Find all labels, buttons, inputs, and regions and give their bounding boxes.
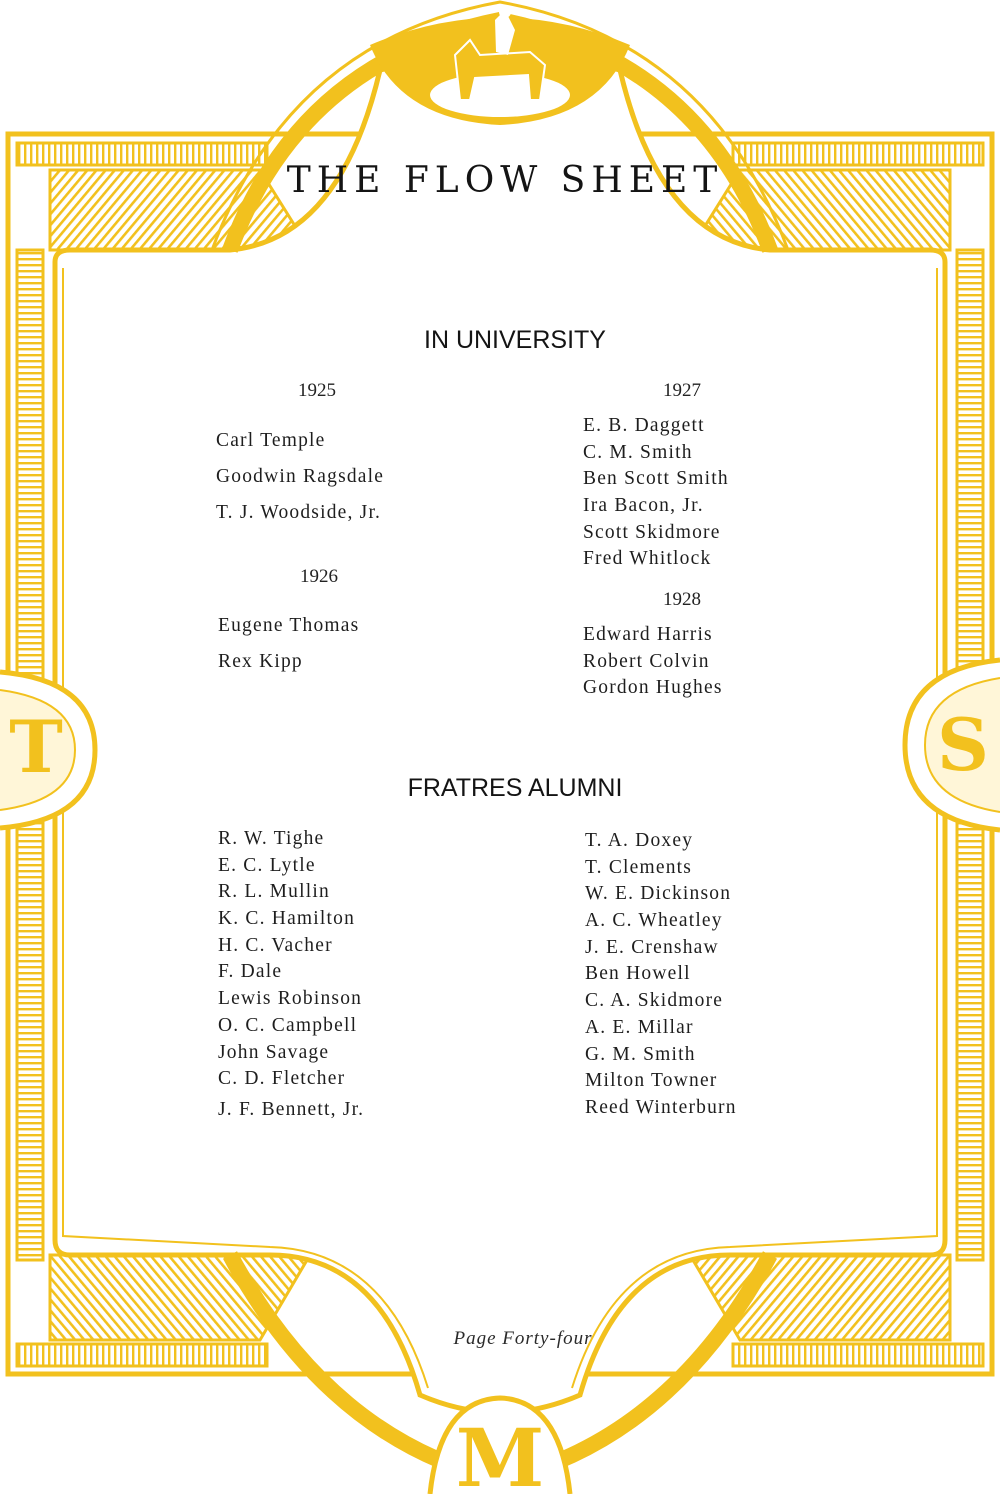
list-item: F. Dale (218, 961, 283, 983)
list-item: C. D. Fletcher (218, 1068, 346, 1090)
list-item: J. F. Bennett, Jr. (218, 1098, 365, 1120)
list-item: John Savage (218, 1041, 330, 1063)
class-1928-list (583, 622, 723, 702)
alumni-left-column (218, 826, 364, 1124)
list-item: A. E. Millar (585, 1016, 694, 1038)
list-item: E. B. Daggett (583, 415, 705, 436)
list-item: C. A. Skidmore (585, 990, 724, 1012)
svg-text:M: M (455, 1411, 545, 1494)
bottom-monogram (430, 1398, 570, 1494)
list-item: Milton Towner (585, 1070, 718, 1092)
list-item: Gordon Hughes (583, 677, 723, 699)
year-1926-label: 1926 (300, 566, 338, 587)
list-item: A. C. Wheatley (585, 910, 723, 932)
list-item: Ben Howell (585, 963, 691, 985)
list-item: T. J. Woodside, Jr. (216, 502, 382, 523)
list-item: R. L. Mullin (218, 881, 330, 903)
list-item: Scott Skidmore (583, 521, 721, 543)
year-1928-label: 1928 (663, 589, 701, 610)
year-1927-label: 1927 (663, 380, 701, 401)
fratres-alumni-heading: FRATRES ALUMNI (407, 774, 623, 802)
list-item: Lewis Robinson (218, 988, 363, 1010)
list-item: T. A. Doxey (585, 830, 694, 851)
list-item: G. M. Smith (585, 1043, 696, 1065)
list-item: K. C. Hamilton (218, 908, 356, 930)
class-1925-list (216, 423, 384, 531)
page-number: Page Forty-four (453, 1328, 593, 1349)
in-university-heading: IN UNIVERSITY (424, 326, 606, 354)
list-item: Rex Kipp (218, 651, 303, 672)
list-item: E. C. Lytle (218, 854, 316, 876)
class-1926-list (218, 608, 359, 680)
list-item: Ira Bacon, Jr. (583, 495, 704, 517)
svg-text:S: S (937, 702, 989, 787)
list-item: R. W. Tighe (218, 828, 325, 849)
list-item: Carl Temple (216, 430, 326, 451)
list-item: J. E. Crenshaw (585, 936, 719, 958)
class-1927-list (583, 413, 729, 573)
list-item: Edward Harris (583, 624, 713, 645)
list-item: Goodwin Ragsdale (216, 466, 385, 487)
list-item: Reed Winterburn (585, 1096, 737, 1118)
alumni-right-column (585, 828, 737, 1122)
list-item: T. Clements (585, 856, 693, 878)
list-item: H. C. Vacher (218, 934, 333, 956)
list-item: Eugene Thomas (218, 615, 360, 636)
list-item: Robert Colvin (583, 650, 710, 672)
list-item: C. M. Smith (583, 441, 693, 463)
list-item: Fred Whitlock (583, 548, 712, 570)
page-title: THE FLOW SHEET (286, 160, 724, 201)
year-1925-label: 1925 (298, 380, 336, 401)
list-item: W. E. Dickinson (585, 883, 732, 905)
list-item: O. C. Campbell (218, 1014, 358, 1036)
svg-text:T: T (9, 704, 63, 789)
list-item: Ben Scott Smith (583, 468, 729, 490)
